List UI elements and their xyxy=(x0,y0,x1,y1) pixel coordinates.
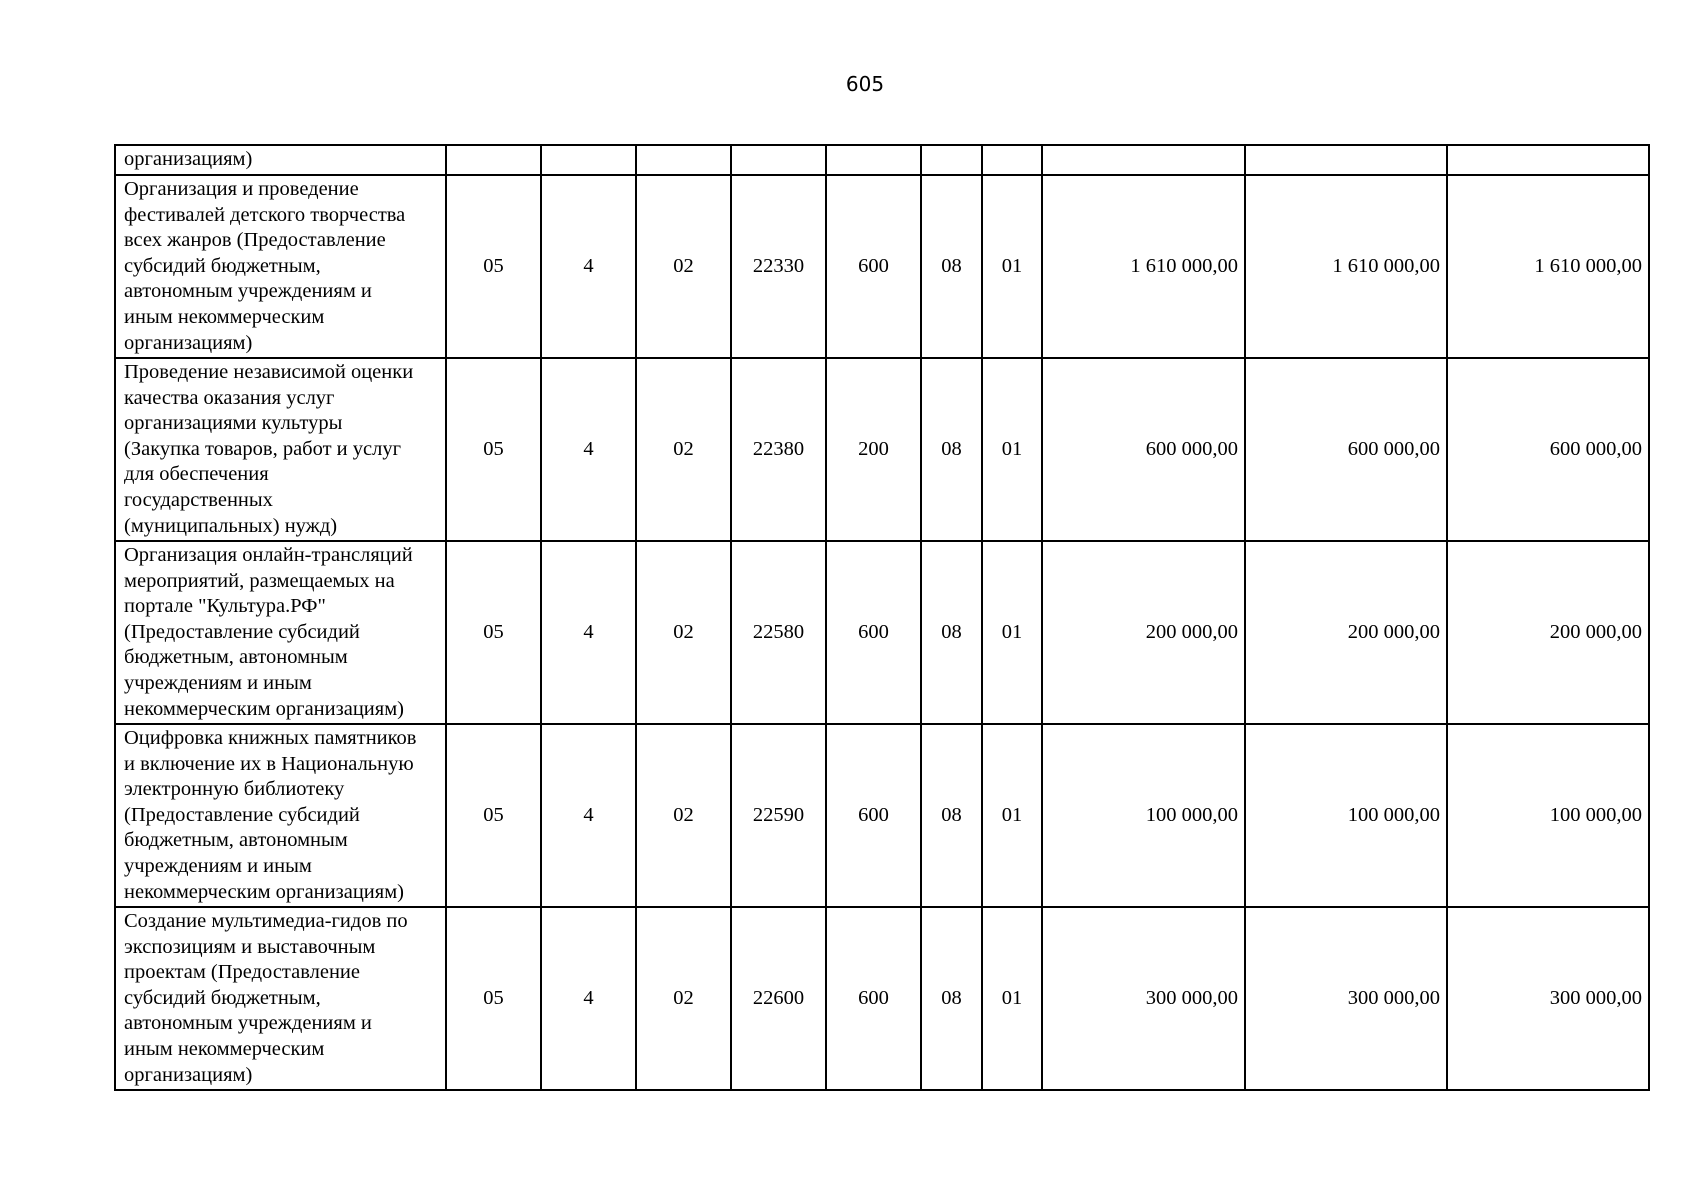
table-row xyxy=(115,907,1649,1090)
code-cell: 600 xyxy=(826,541,921,724)
code-cell: 05 xyxy=(446,358,541,541)
empty-cell xyxy=(446,145,541,175)
amount-cell: 1 610 000,00 xyxy=(1447,175,1649,358)
table-row xyxy=(115,724,1649,907)
code-cell: 05 xyxy=(446,175,541,358)
code-cell: 01 xyxy=(982,907,1042,1090)
table-row xyxy=(115,541,1649,724)
code-cell: 4 xyxy=(541,907,636,1090)
code-cell: 22380 xyxy=(731,358,826,541)
code-cell: 22600 xyxy=(731,907,826,1090)
code-cell: 02 xyxy=(636,724,731,907)
amount-cell: 600 000,00 xyxy=(1447,358,1649,541)
code-cell: 600 xyxy=(826,724,921,907)
code-cell: 02 xyxy=(636,175,731,358)
code-cell: 02 xyxy=(636,358,731,541)
row-description: Организация онлайн-трансляций мероприятий, размещаемых на портале "Культура.РФ" (Предоставление субсидий бюджетным, автономным учреждениям и иным некоммерческим организациям) xyxy=(115,541,446,724)
row-description: организациям) xyxy=(115,145,446,175)
budget-table xyxy=(114,144,1650,1091)
amount-cell: 300 000,00 xyxy=(1245,907,1447,1090)
amount-cell: 100 000,00 xyxy=(1042,724,1245,907)
table-row xyxy=(115,358,1649,541)
empty-cell xyxy=(731,145,826,175)
empty-cell xyxy=(826,145,921,175)
code-cell: 01 xyxy=(982,541,1042,724)
code-cell: 01 xyxy=(982,358,1042,541)
empty-cell xyxy=(1245,145,1447,175)
page-number: 605 xyxy=(845,72,885,96)
amount-cell: 1 610 000,00 xyxy=(1042,175,1245,358)
amount-cell: 100 000,00 xyxy=(1245,724,1447,907)
row-description: Создание мультимедиа-гидов по экспозициям и выставочным проектам (Предоставление субсидий бюджетным, автономным учреждениям и иным некоммерческим организациям) xyxy=(115,907,446,1090)
code-cell: 08 xyxy=(921,541,982,724)
empty-cell xyxy=(541,145,636,175)
amount-cell: 200 000,00 xyxy=(1447,541,1649,724)
code-cell: 4 xyxy=(541,541,636,724)
code-cell: 4 xyxy=(541,175,636,358)
empty-cell xyxy=(636,145,731,175)
empty-cell xyxy=(1447,145,1649,175)
row-description: Организация и проведение фестивалей детского творчества всех жанров (Предоставление субсидий бюджетным, автономным учреждениям и иным некоммерческим организациям) xyxy=(115,175,446,358)
code-cell: 600 xyxy=(826,907,921,1090)
code-cell: 02 xyxy=(636,541,731,724)
code-cell: 4 xyxy=(541,724,636,907)
amount-cell: 600 000,00 xyxy=(1042,358,1245,541)
code-cell: 08 xyxy=(921,907,982,1090)
code-cell: 05 xyxy=(446,907,541,1090)
code-cell: 22580 xyxy=(731,541,826,724)
amount-cell: 600 000,00 xyxy=(1245,358,1447,541)
code-cell: 08 xyxy=(921,724,982,907)
code-cell: 08 xyxy=(921,358,982,541)
row-description: Оцифровка книжных памятников и включение их в Национальную электронную библиотеку (Предоставление субсидий бюджетным, автономным учреждениям и иным некоммерческим организациям) xyxy=(115,724,446,907)
code-cell: 4 xyxy=(541,358,636,541)
code-cell: 05 xyxy=(446,724,541,907)
code-cell: 02 xyxy=(636,907,731,1090)
amount-cell: 1 610 000,00 xyxy=(1245,175,1447,358)
amount-cell: 200 000,00 xyxy=(1245,541,1447,724)
empty-cell xyxy=(982,145,1042,175)
code-cell: 22590 xyxy=(731,724,826,907)
empty-cell xyxy=(1042,145,1245,175)
amount-cell: 100 000,00 xyxy=(1447,724,1649,907)
empty-cell xyxy=(921,145,982,175)
amount-cell: 200 000,00 xyxy=(1042,541,1245,724)
code-cell: 01 xyxy=(982,724,1042,907)
code-cell: 600 xyxy=(826,175,921,358)
code-cell: 22330 xyxy=(731,175,826,358)
table-row xyxy=(115,175,1649,358)
code-cell: 01 xyxy=(982,175,1042,358)
row-description: Проведение независимой оценки качества оказания услуг организациями культуры (Закупка товаров, работ и услуг для обеспечения государственных (муниципальных) нужд) xyxy=(115,358,446,541)
amount-cell: 300 000,00 xyxy=(1042,907,1245,1090)
amount-cell: 300 000,00 xyxy=(1447,907,1649,1090)
table-row-continuation xyxy=(115,145,1649,175)
code-cell: 200 xyxy=(826,358,921,541)
code-cell: 05 xyxy=(446,541,541,724)
code-cell: 08 xyxy=(921,175,982,358)
